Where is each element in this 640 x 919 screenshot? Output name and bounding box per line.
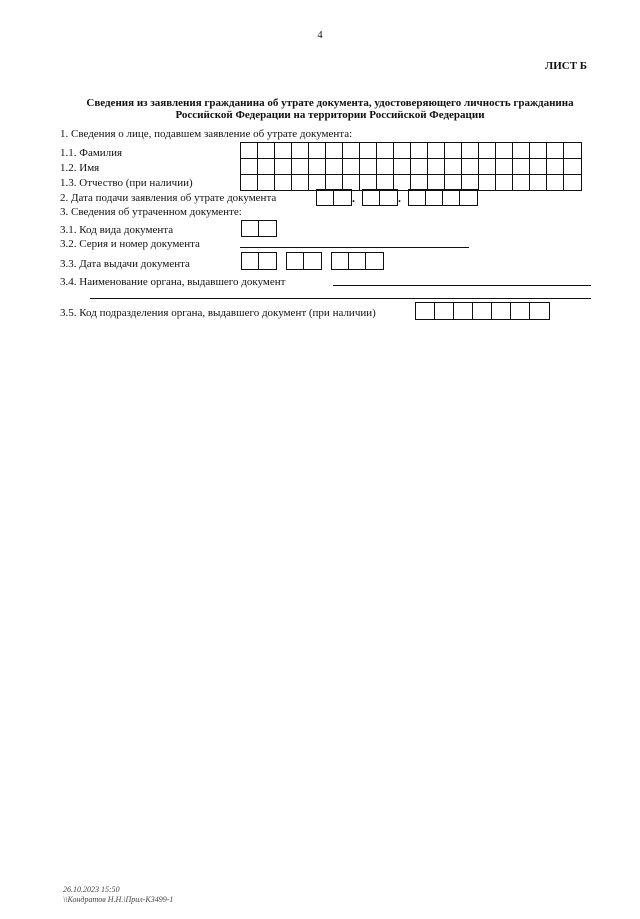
application-date-day-field[interactable] bbox=[316, 189, 352, 206]
patronymic-label: 1.3. Отчество (при наличии) bbox=[60, 177, 193, 189]
date-separator: . bbox=[352, 191, 355, 205]
issue-date-label: 3.3. Дата выдачи документа bbox=[60, 258, 190, 270]
name-label: 1.2. Имя bbox=[60, 162, 100, 174]
footer-file-path: \\Кондратов Н.Н.\Прил-К3499-1 bbox=[63, 895, 174, 904]
issue-date-month-field[interactable] bbox=[286, 252, 322, 270]
title-line-1: Сведения из заявления гражданина об утрате документа, удостоверяющего личность гражданина bbox=[86, 97, 574, 109]
name-field[interactable] bbox=[240, 158, 582, 175]
document-type-code-label: 3.1. Код вида документа bbox=[60, 224, 174, 236]
application-date-month-field[interactable] bbox=[362, 189, 398, 206]
page-number: 4 bbox=[317, 30, 323, 41]
date-separator: . bbox=[398, 191, 401, 205]
section-1-heading: 1. Сведения о лице, подавшем заявление об утрате документа: bbox=[60, 128, 353, 140]
application-date-year-field[interactable] bbox=[408, 189, 478, 206]
issuing-authority-field[interactable] bbox=[333, 285, 591, 286]
form-title bbox=[40, 97, 620, 121]
department-code-field[interactable] bbox=[415, 302, 550, 320]
series-number-field[interactable] bbox=[240, 247, 469, 248]
sheet-label: ЛИСТ Б bbox=[545, 60, 588, 72]
issuing-authority-field-continuation[interactable] bbox=[90, 298, 591, 299]
issuing-authority-label: 3.4. Наименование органа, выдавшего документ bbox=[60, 276, 286, 288]
surname-field[interactable] bbox=[240, 142, 582, 159]
title-line-2: Российской Федерации на территории Российской Федерации bbox=[175, 109, 485, 121]
footer-timestamp: 26.10.2023 15:50 bbox=[63, 885, 120, 894]
series-number-label: 3.2. Серия и номер документа bbox=[60, 238, 200, 250]
issue-date-day-field[interactable] bbox=[241, 252, 277, 270]
document-type-code-field[interactable] bbox=[241, 220, 277, 237]
issue-date-year-field[interactable] bbox=[331, 252, 384, 270]
section-3-heading: 3. Сведения об утраченном документе: bbox=[60, 206, 242, 218]
department-code-label: 3.5. Код подразделения органа, выдавшего документ (при наличии) bbox=[60, 307, 376, 319]
application-date-label: 2. Дата подачи заявления об утрате документа bbox=[60, 192, 277, 204]
surname-label: 1.1. Фамилия bbox=[60, 147, 123, 159]
